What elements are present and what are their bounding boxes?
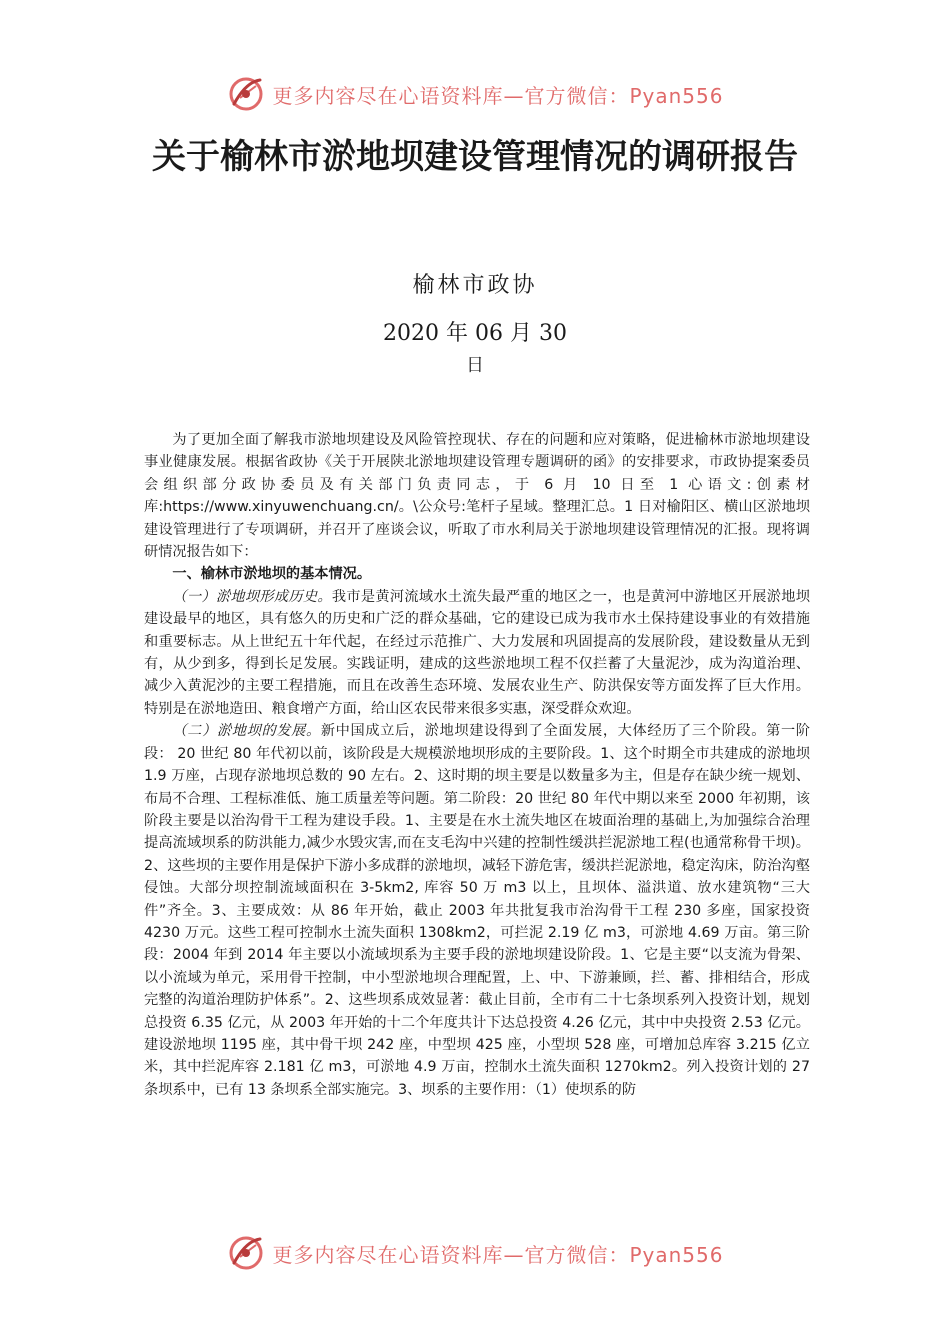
paragraph-intro: 为了更加全面了解我市淤地坝建设及风险管控现状、存在的问题和应对策略，促进榆林市淤地坝建设事业健康发展。根据省政协《关于开展陕北淤地坝建设管理专题调研的函》的安排要求，市政协提案委员会组织部分政协委员及有关部门负责同志，于 6 月 10 日至 1 心语文:创素材库:https://www.xinyuwenchuang.cn/。\公众号:笔杆子星域。整理汇总。1 日对榆阳区、横山区淤地坝建设管理进行了专项调研，并召开了座谈会议，听取了市水利局关于淤地坝建设管理情况的汇报。现将调研情况报告如下： bbox=[144, 432, 810, 561]
paragraph-history bbox=[144, 586, 810, 720]
feather-logo-icon bbox=[226, 74, 266, 114]
footer-banner bbox=[0, 1231, 950, 1275]
section-heading-1: 一、榆林市淤地坝的基本情况。 bbox=[172, 566, 372, 583]
footer-banner-text: 更多内容尽在心语资料库—官方微信：Pyan556 bbox=[272, 1242, 724, 1267]
document-title: 关于榆林市淤地坝建设管理情况的调研报告 bbox=[152, 137, 798, 177]
banner-text: 更多内容尽在心语资料库—官方微信：Pyan556 bbox=[272, 83, 724, 108]
date-line-2: 日 bbox=[466, 355, 484, 376]
subheading-history: （一）淤地坝形成历史。 bbox=[172, 588, 332, 605]
paragraph-development-text: 新中国成立后，淤地坝建设得到了全面发展，大体经历了三个阶段。第一阶段： 20 世纪 80 年代初以前，该阶段是大规模淤地坝形成的主要阶段。1、这个时期全市共建成的淤地坝 1.9 万座，占现存淤地坝总数的 90 左右。2、这时期的坝主要是以数量多为主，但是存在缺少统一规划、布局不合理、工程标准低、施工质量差等问题。第二阶段：20 世纪 80 年代中期以来至 2000 年初期，该阶段主要是以治沟骨干工程为建设手段。1、主要是在水土流失地区在坡面治理的基础上,为加强综合治理提高流域坝系的防洪能力,减少水毁灾害,而在支毛沟中兴建的控制性缓洪拦泥淤地工程(也通常称骨干坝)。2、这些坝的主要作用是保护下游小多成群的淤地坝，减轻下游危害，缓洪拦泥淤地，稳定沟床，防治沟壑侵蚀。大部分坝控制流域面积在 3-5km2, 库容 50 万 m3 以上，且坝体、溢洪道、放水建筑物“三大件”齐全。3、主要成效：从 86 年开始，截止 2003 年共批复我市治沟骨干工程 230 多座，国家投资 4230 万元。这些工程可控制水土流失面积 1308km2，可拦泥 2.19 亿 m3，可淤地 4.69 万亩。第三阶段：2004 年到 2014 年主要以小流域坝系为主要手段的淤地坝建设阶段。1、它是主要“以支流为骨架、以小流域为单元，采用骨干控制，中小型淤地坝合理配置，上、中、下游兼顾，拦、蓄、排相结合，形成完整的沟道治理防护体系”。2、这些坝系成效显著：截止目前，全市有二十七条坝系列入投资计划，规划总投资 6.35 亿元，从 2003 年开始的十二个年度共计下达总投资 4.26 亿元，其中中央投资 2.53 亿元。建设淤地坝 1195 座，其中骨干坝 242 座，中型坝 425 座，小型坝 528 座，可增加总库容 3.215 亿立米，其中拦泥库容 2.181 亿 m3，可淤地 4.9 万亩，控制水土流失面积 1270km2。列入投资计划的 27 条坝系中，已有 13 条坝系全部实施完。3、坝系的主要作用：（1）使坝系的防 bbox=[144, 723, 810, 1098]
paragraph-development bbox=[144, 720, 810, 1101]
date-line-1: 2020 年 06 月 30 bbox=[383, 321, 567, 346]
date bbox=[0, 318, 950, 382]
author: 榆林市政协 bbox=[412, 273, 538, 298]
feather-logo-icon bbox=[226, 1233, 266, 1273]
header-banner bbox=[0, 72, 950, 116]
paragraph-history-text: 我市是黄河流域水土流失最严重的地区之一，也是黄河中游地区开展淤地坝建设最早的地区，具有悠久的历史和广泛的群众基础，它的建设已成为我市水土保持建设事业的有效措施和重要标志。从上世纪五十年代起，在经过示范推广、大力发展和巩固提高的发展阶段，建设数量从无到有，从少到多，得到长足发展。实践证明，建成的这些淤地坝工程不仅拦蓄了大量泥沙，成为沟道治理、减少入黄泥沙的主要工程措施，而且在改善生态环境、发展农业生产、防洪保安等方面发挥了巨大作用。特别是在淤地造田、粮食增产方面，给山区农民带来很多实惠，深受群众欢迎。 bbox=[144, 588, 810, 717]
document-body bbox=[144, 429, 810, 1101]
subheading-development: （二）淤地坝的发展。 bbox=[172, 723, 321, 740]
